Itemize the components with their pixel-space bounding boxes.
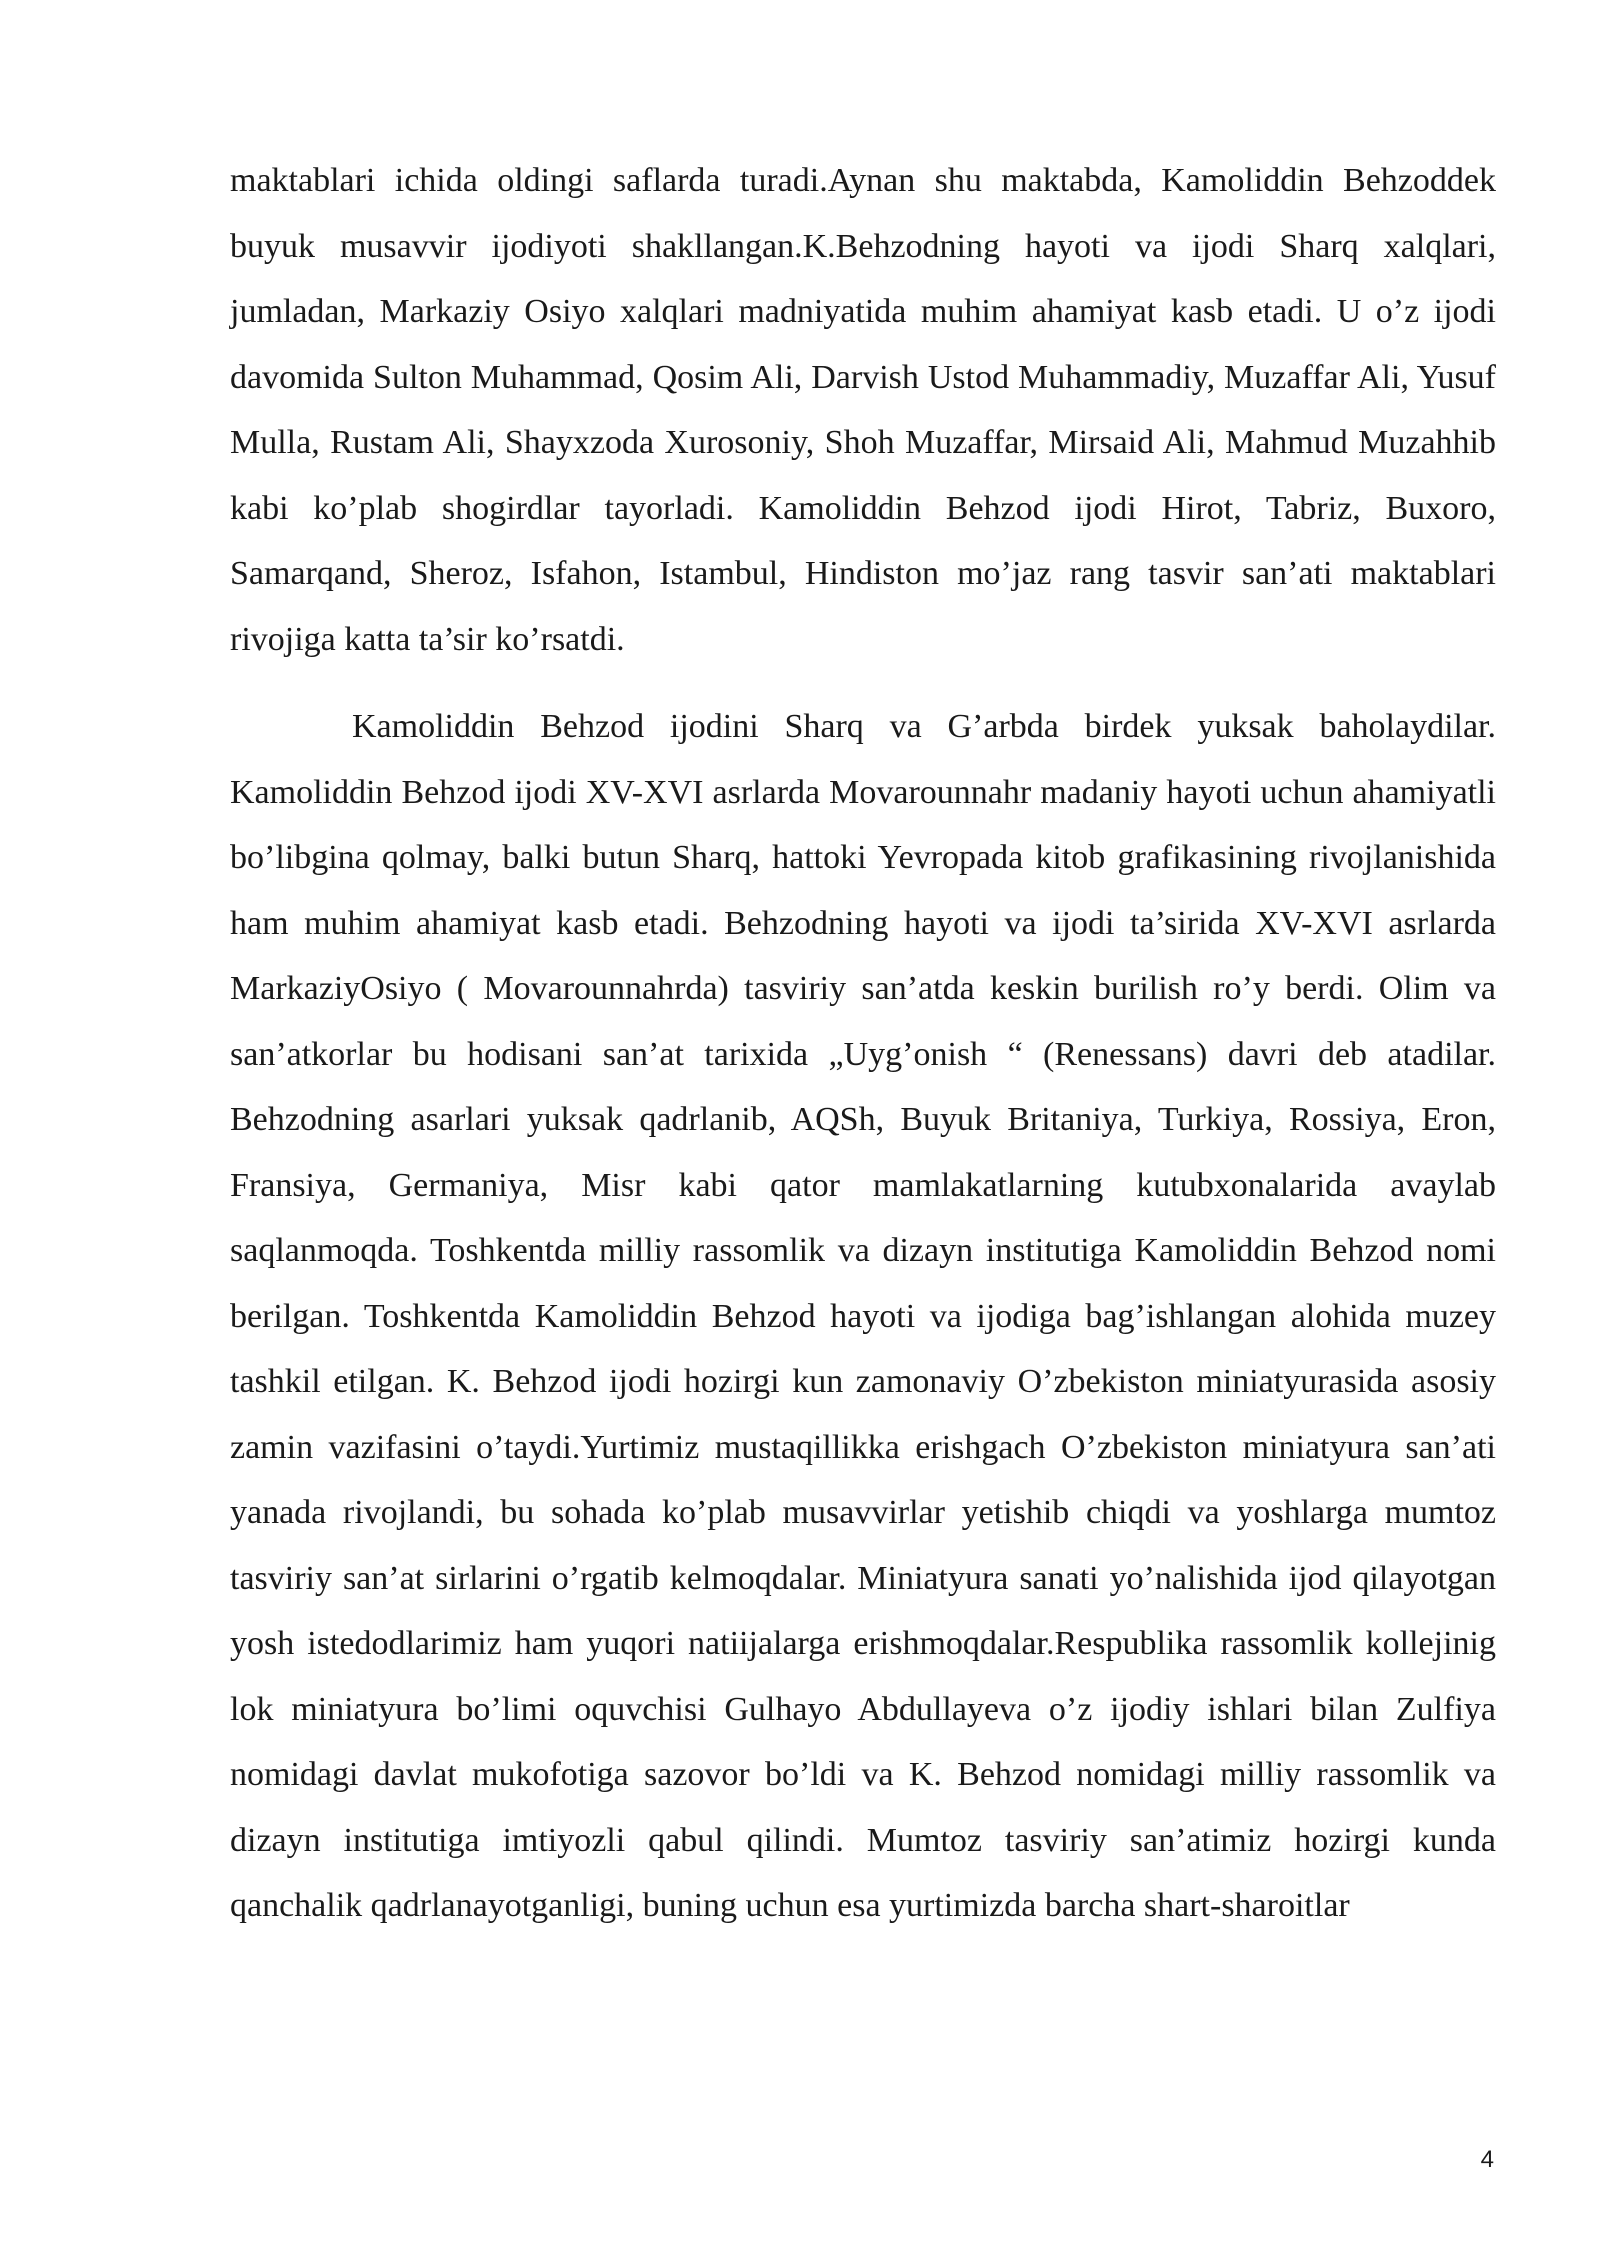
paragraph-behzod-legacy: Kamoliddin Behzod ijodini Sharq va G’arbda birdek yuksak baholaydilar. Kamoliddin Behzod ijodi XV-XVI asrlarda Movarounnahr madaniy hayoti uchun ahamiyatli bo’libgina qolmay, balki butun Sharq, hattoki Yevropada kitob grafikasining rivojlanishida ham muhim ahamiyat kasb etadi. Behzodning hayoti va ijodi ta’sirida XV-XVI asrlarda MarkaziyOsiyo ( Movarounnahrda) tasviriy san’atda keskin burilish ro’y berdi. Olim va san’atkorlar bu hodisani san’at tarixida „Uyg’onish “ (Renessans) davri deb atadilar. Behzodning asarlari yuksak qadrlanib, AQSh, Buyuk Britaniya, Turkiya, Rossiya, Eron, Fransiya, Germaniya, Misr kabi qator mamlakatlarning kutubxonalarida avaylab saqlanmoqda. Toshkentda milliy rassomlik va dizayn institutiga Kamoliddin Behzod nomi berilgan. Toshkentda Kamoliddin Behzod hayoti va ijodiga bag’ishlangan alohida muzey tashkil etilgan. K. Behzod ijodi hozirgi kun zamonaviy O’zbekiston miniatyurasida asosiy zamin vazifasini o’taydi.Yurtimiz mustaqillikka erishgach O’zbekiston miniatyura san’ati yanada rivojlandi, bu sohada ko’plab musavvirlar yetishib chiqdi va yoshlarga mumtoz tasviriy san’at sirlarini o’rgatib kelmoqdalar. Miniatyura sanati yo’nalishida ijod qilayotgan yosh istedodlarimiz ham yuqori natiijalarga erishmoqdalar.Respublika rassomlik kollejinig lok miniatyura bo’limi oquvchisi Gulhayo Abdullayeva o’z ijodiy ishlari bilan Zulfiya nomidagi davlat mukofotiga sazovor bo’ldi va K. Behzod nomidagi milliy rassomlik va dizayn institutiga imtiyozli qabul qilindi. Mumtoz tasviriy san’atimiz hozirgi kunda qanchalik qadrlanayotganligi, buning uchun esa yurtimizda barcha shart-sharoitlar — [230, 708, 1496, 1924]
paragraph-continued: maktablari ichida oldingi saflarda turadi.Aynan shu maktabda, Kamoliddin Behzoddek buyuk musavvir ijodiyoti shakllangan.K.Behzodning hayoti va ijodi Sharq xalqlari, jumladan, Markaziy Osiyo xalqlari madniyatida muhim ahamiyat kasb etadi. U o’z ijodi davomida Sulton Muhammad, Qosim Ali, Darvish Ustod Muhammadiy, Muzaffar Ali, Yusuf Mulla, Rustam Ali, Shayxzoda Xurosoniy, Shoh Muzaffar, Mirsaid Ali, Mahmud Muzahhib kabi ko’plab shogirdlar tayorladi. Kamoliddin Behzod ijodi Hirot, Tabriz, Buxoro, Samarqand, Sheroz, Isfahon, Istambul, Hindiston mo’jaz rang tasvir san’ati maktablari rivojiga katta ta’sir ko’rsatdi. — [230, 162, 1496, 658]
page-number: 4 — [1480, 2146, 1494, 2173]
body-text — [230, 148, 1496, 1939]
